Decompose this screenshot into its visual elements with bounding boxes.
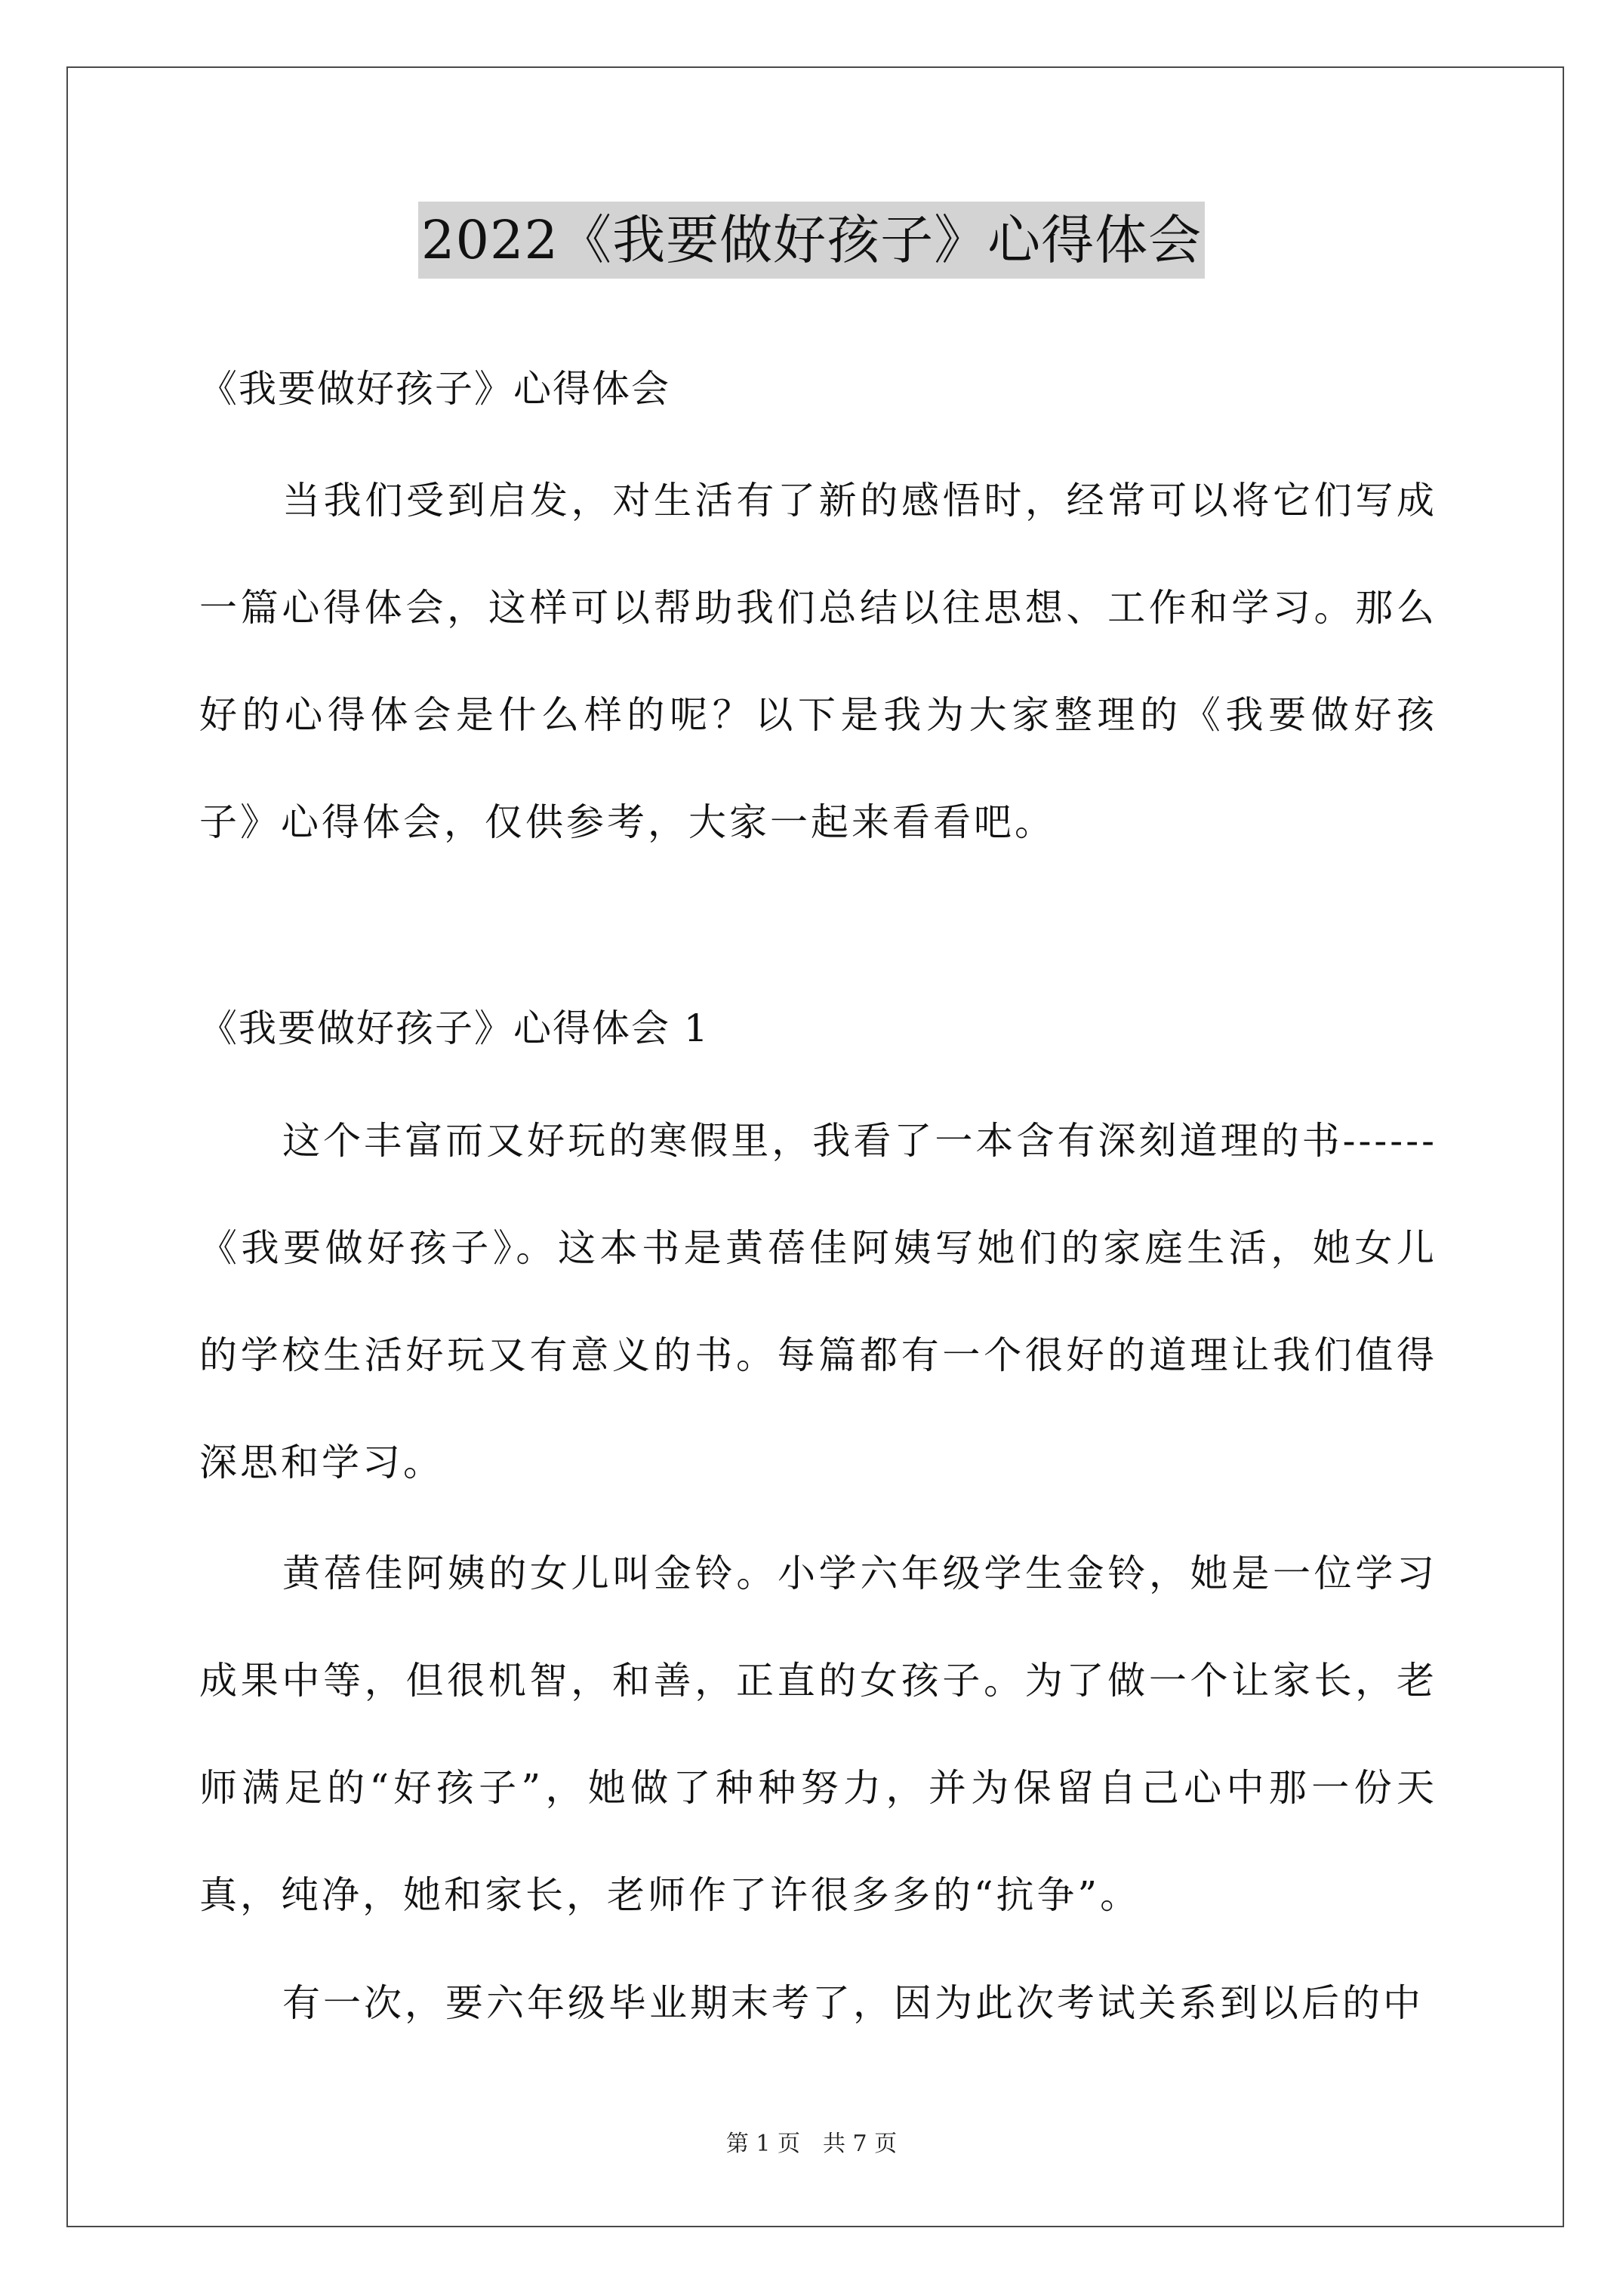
subtitle: 《我要做好孩子》心得体会 (199, 367, 670, 411)
intro-paragraph: 当我们受到启发，对生活有了新的感悟时，经常可以将它们写成一篇心得体会，这样可以帮助我们总结以往思想、工作和学习。那么好的心得体会是什么样的呢？以下是我为大家整理的《我要做好孩子》心得体会，仅供参考，大家一起来看看吧。 (199, 479, 1437, 844)
body-paragraph-1: 这个丰富而又好玩的寒假里，我看了一本含有深刻道理的书------《我要做好孩子》。这本书是黄蓓佳阿姨写她们的家庭生活，她女儿的学校生活好玩又有意义的书。每篇都有一个很好的道理让我们值得深思和学习。 (199, 1119, 1437, 1484)
document-title-text: 2022《我要做好孩子》心得体会 (418, 202, 1205, 279)
section-heading: 《我要做好孩子》心得体会 1 (199, 1006, 710, 1050)
document-title (0, 202, 1623, 279)
body-paragraph-2: 黄蓓佳阿姨的女儿叫金铃。小学六年级学生金铃，她是一位学习成果中等，但很机智，和善，正直的女孩子。为了做一个让家长，老师满足的“好孩子”，她做了种种努力，并为保留自己心中那一份天真，纯净，她和家长，老师作了许很多多的“抗争”。 (199, 1552, 1437, 1917)
page-footer: 第 1 页 共 7 页 (725, 2131, 898, 2157)
body-paragraph-3: 有一次，要六年级毕业期末考了，因为此次考试关系到以后的中 (282, 1981, 1424, 2025)
